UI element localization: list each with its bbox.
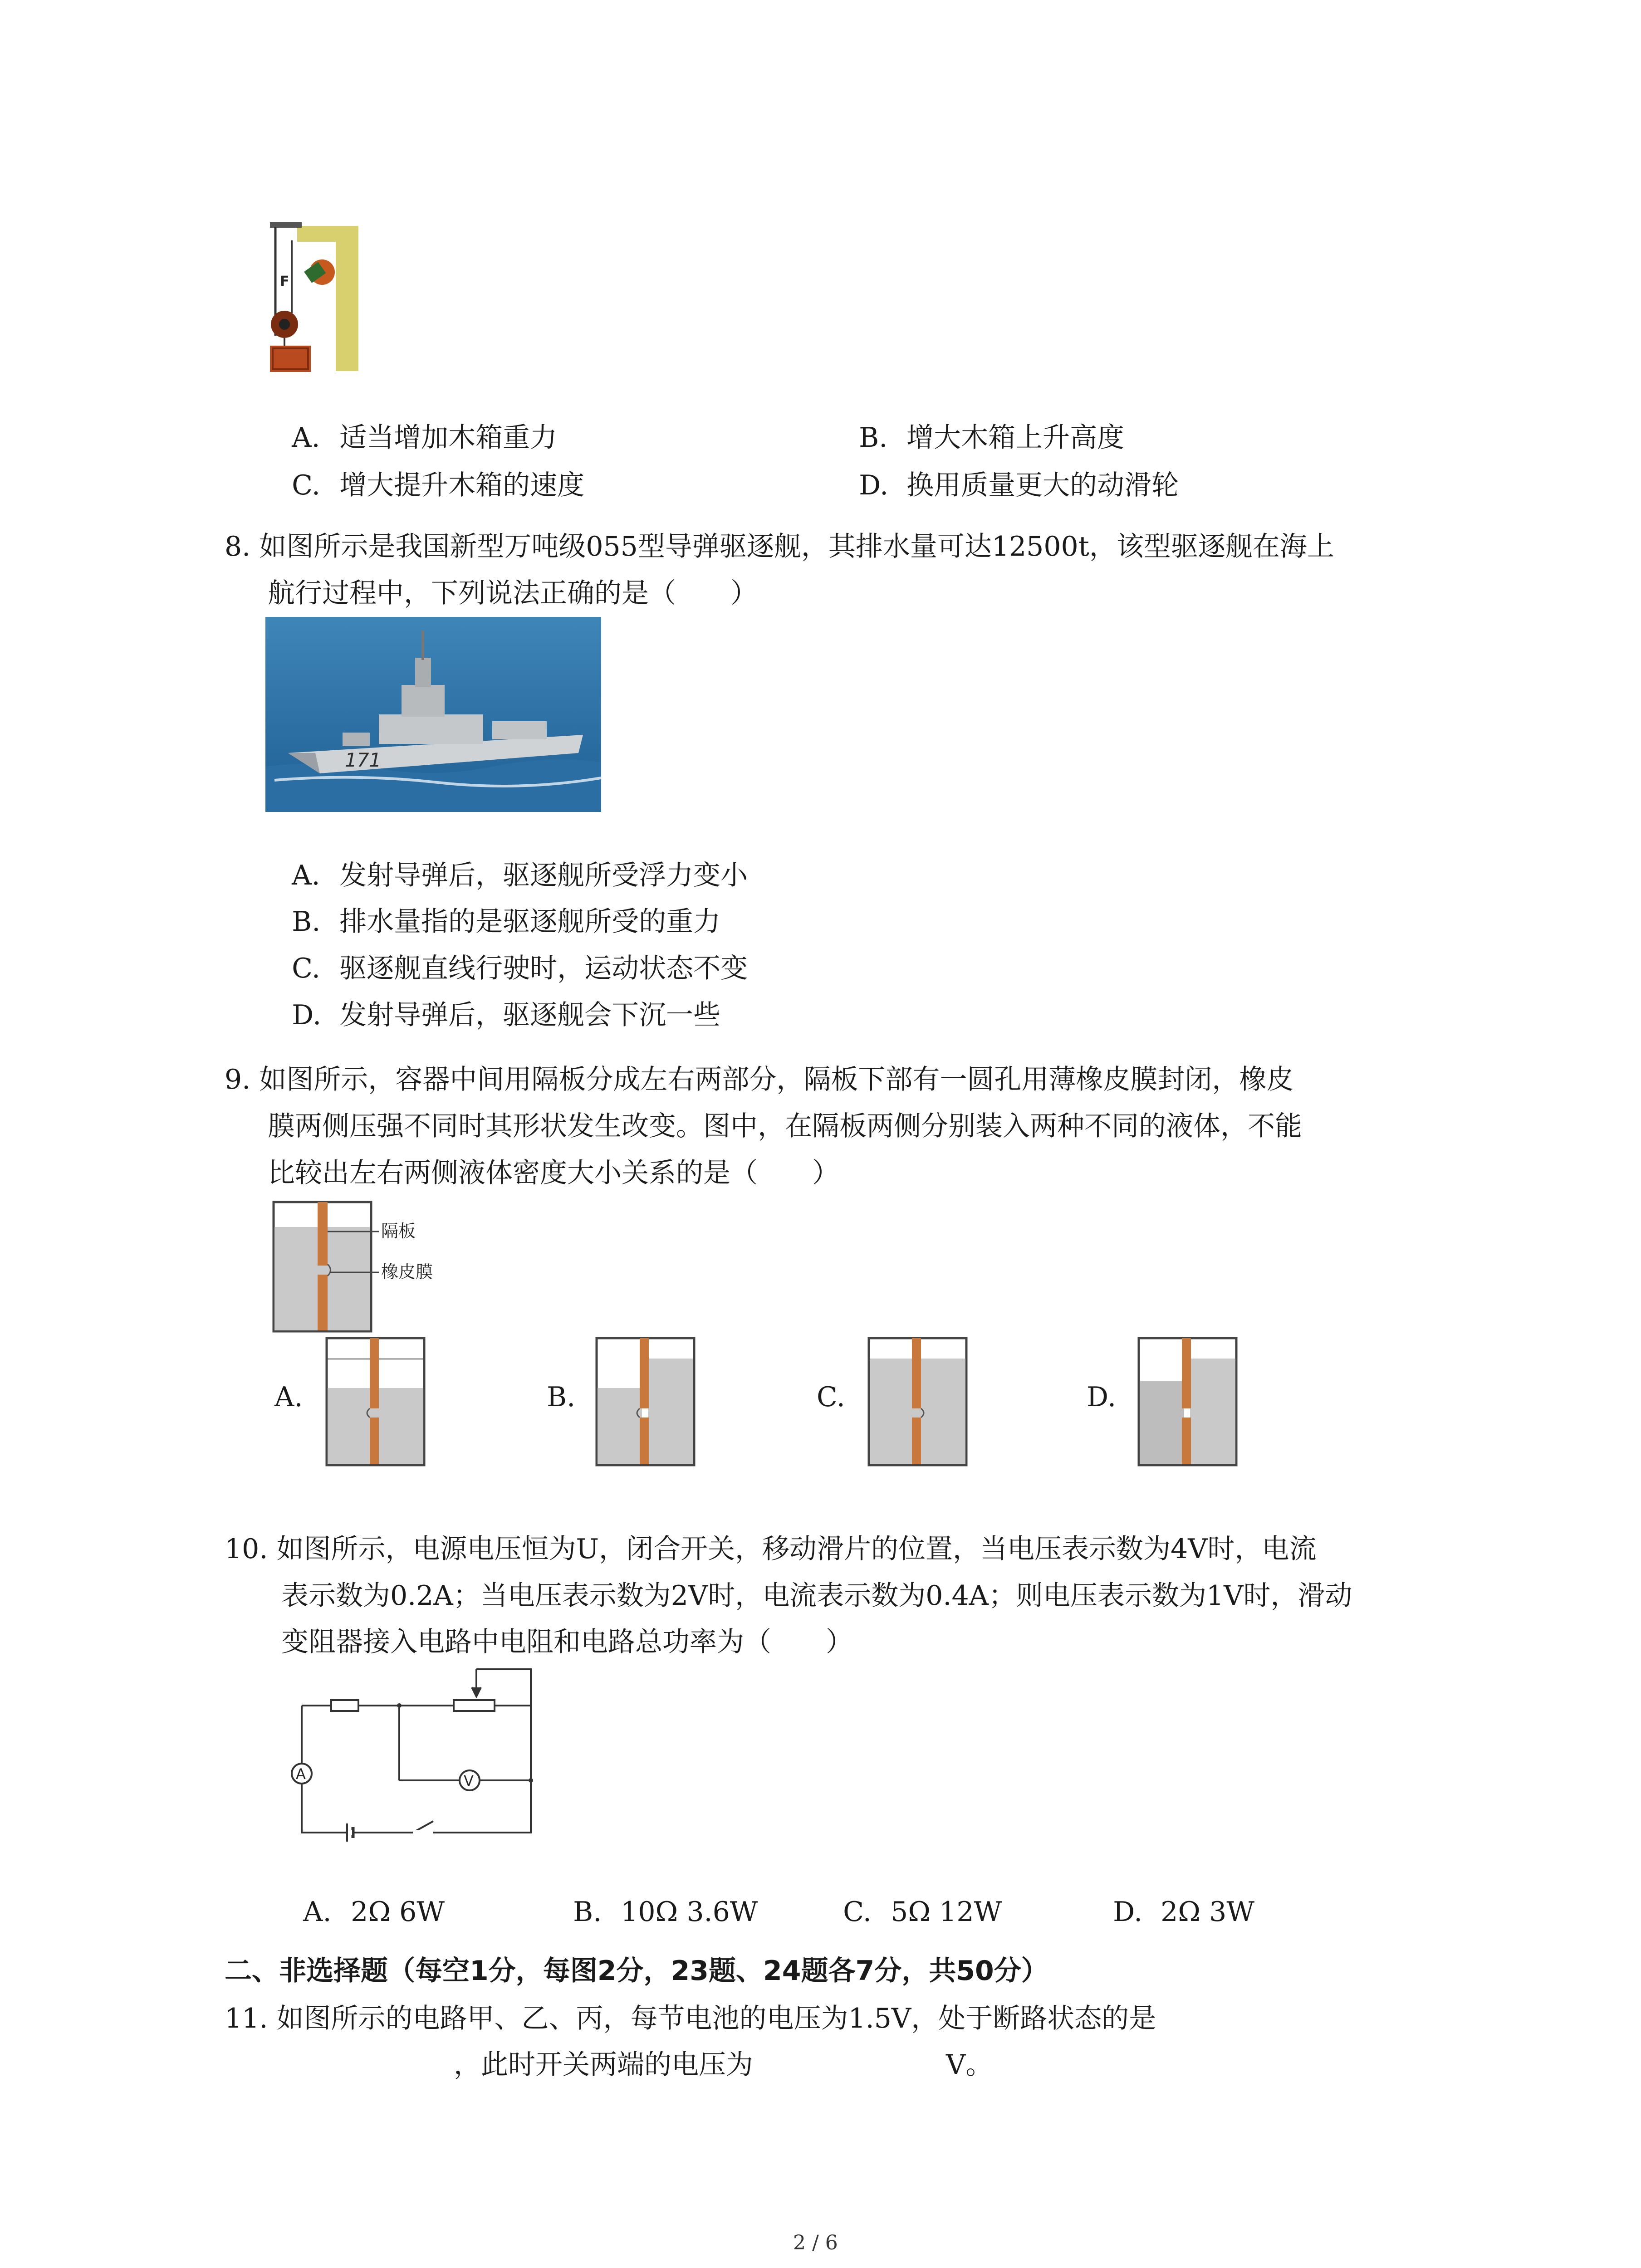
option-letter: A.	[292, 860, 320, 891]
q10-stem-line1: 10. 如图所示，电源电压恒为U，闭合开关，移动滑片的位置，当电压表示数为4V时，电流	[225, 1533, 1317, 1565]
q10-option-c[interactable]	[826, 1857, 1002, 1930]
option-text: 驱逐舰直线行驶时，运动状态不变	[339, 953, 748, 984]
option-text: 发射导弹后，驱逐舰会下沉一些	[339, 999, 721, 1031]
hull-number: 171	[345, 749, 382, 771]
option-text: 2Ω 6W	[351, 1896, 445, 1928]
q11-stem-line1: 11. 如图所示的电路甲、乙、丙，每节电池的电压为1.5V，处于断路状态的是	[225, 2003, 1156, 2034]
q9-option-b-letter[interactable]: B.	[547, 1381, 576, 1413]
option-text: 5Ω 12W	[891, 1896, 1002, 1928]
partition-label: 隔板	[381, 1221, 416, 1241]
q7-option-c[interactable]	[274, 431, 584, 503]
q9-option-c-letter[interactable]: C.	[817, 1381, 845, 1413]
q9-option-b-figure[interactable]	[594, 1336, 699, 1467]
q11-stem-line2b: V。	[946, 2049, 993, 2081]
q7-option-d[interactable]	[842, 431, 1179, 503]
q9-option-c-figure[interactable]	[867, 1336, 971, 1467]
q8-stem-line1: 8. 如图所示是我国新型万吨级055型导弹驱逐舰，其排水量可达12500t，该型驱逐舰在海上	[225, 531, 1334, 562]
option-letter: D.	[859, 469, 889, 501]
option-text: 2Ω 3W	[1161, 1896, 1254, 1928]
container-reference-figure	[270, 1200, 479, 1336]
q9-option-a-letter[interactable]: A.	[274, 1381, 303, 1413]
section-heading: 二、非选择题（每空1分，每图2分，23题、24题各7分，共50分）	[225, 1955, 1048, 1987]
q9-option-d-letter[interactable]: D.	[1087, 1381, 1117, 1413]
option-letter: D.	[1113, 1896, 1143, 1928]
q10-stem-line2: 表示数为0.2A；当电压表示数为2V时，电流表示数为0.4A；则电压表示数为1V时，滑动	[281, 1580, 1352, 1612]
q9-stem-line2: 膜两侧压强不同时其形状发生改变。图中，在隔板两侧分别装入两种不同的液体，不能	[268, 1110, 1302, 1142]
force-label: F	[280, 274, 289, 289]
q10-stem-line3: 变阻器接入电路中电阻和电路总功率为（ ）	[281, 1626, 853, 1658]
option-text: 发射导弹后，驱逐舰所受浮力变小	[339, 860, 748, 891]
option-text: 增大提升木箱的速度	[339, 469, 585, 501]
option-text: 换用质量更大的动滑轮	[906, 469, 1179, 501]
q10-option-b[interactable]	[556, 1857, 758, 1930]
option-text: 排水量指的是驱逐舰所受的重力	[339, 906, 721, 938]
option-letter: B.	[859, 422, 888, 454]
option-letter: B.	[292, 906, 321, 938]
pulley-figure	[270, 222, 365, 374]
ammeter-symbol: A	[296, 1765, 306, 1783]
option-letter: B.	[573, 1896, 602, 1928]
q8-stem-line2: 航行过程中，下列说法正确的是（ ）	[268, 577, 758, 609]
option-letter: A.	[292, 422, 320, 454]
option-letter: C.	[292, 469, 320, 501]
destroyer-photo	[265, 617, 601, 812]
membrane-label: 橡皮膜	[381, 1262, 433, 1282]
voltmeter-symbol: V	[464, 1772, 474, 1789]
option-letter: C.	[843, 1896, 872, 1928]
option-letter: D.	[292, 999, 322, 1031]
q10-option-a[interactable]	[286, 1857, 445, 1930]
option-text: 适当增加木箱重力	[339, 422, 558, 454]
page-number: 2 / 6	[793, 2231, 838, 2254]
q8-option-d[interactable]	[274, 961, 720, 1033]
circuit-diagram	[277, 1665, 535, 1846]
q9-stem-line3: 比较出左右两侧液体密度大小关系的是（ ）	[268, 1157, 839, 1189]
option-letter: C.	[292, 953, 320, 984]
q9-option-a-figure[interactable]	[324, 1336, 429, 1467]
q9-stem-line1: 9. 如图所示，容器中间用隔板分成左右两部分，隔板下部有一圆孔用薄橡皮膜封闭，橡皮	[225, 1064, 1294, 1095]
option-letter: A.	[303, 1896, 332, 1928]
option-text: 10Ω 3.6W	[621, 1896, 758, 1928]
q10-option-d[interactable]	[1096, 1857, 1254, 1930]
q9-option-d-figure[interactable]	[1136, 1336, 1241, 1467]
q11-stem-line2a: ，此时开关两端的电压为	[454, 2049, 753, 2081]
option-text: 增大木箱上升高度	[906, 422, 1125, 454]
